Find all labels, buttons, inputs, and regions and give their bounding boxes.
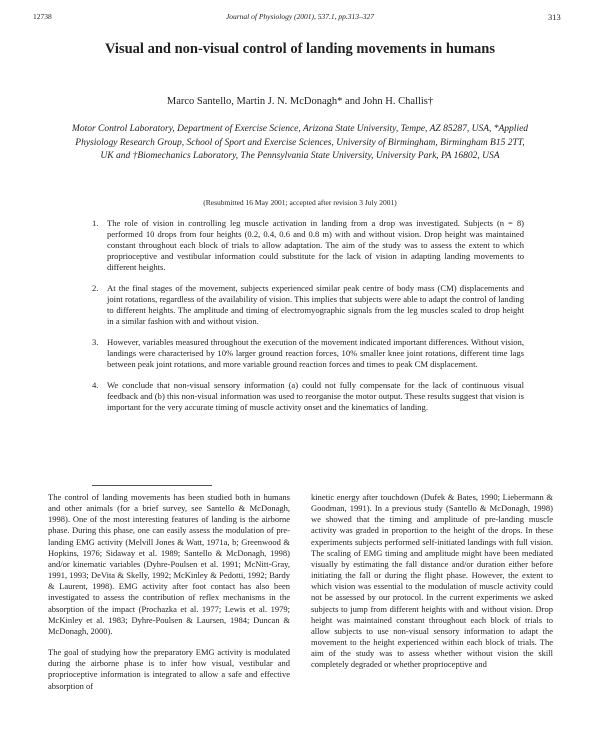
submission-dates: (Resubmitted 16 May 2001; accepted after revision 3 July 2001) — [203, 198, 397, 207]
body-column-right — [311, 492, 553, 681]
abstract-point-number: 3. — [92, 337, 99, 348]
body-paragraph: The goal of studying how the preparatory EMG activity is modulated during the airborne phase is to infer how visual, vestibular and proprioceptive information is integrated to allow a safe and effective absorption of — [48, 647, 290, 691]
body-paragraph: The control of landing movements has been studied both in humans and other animals (for a brief survey, see Santello & McDonagh, 1998). One of the most interesting features of landing is the airborne phase. During this phase, one can easily assess the modulation of pre-landing EMG activity (Melvill Jones & Watt, 1971a, b; Greenwood & Hopkins, 1976; Sidaway et al. 1989; Santello & McDonagh, 1998) and/or kinematic variables (Dyhre-Poulsen et al. 1991; McNitt-Gray, 1991, 1993; DeVita & Skelly, 1992; McKinley & Pedotti, 1992; Bardy & Laurent, 1998). EMG activity after foot contact has also been investigated to assess the contribution of reflex mechanisms in the absorption of the impact (Prochazka et al. 1977; Lewis et al. 1979; McKinley et al. 1983; Dyhre-Poulsen & Laursen, 1984; Duncan & McDonagh, 2000). — [48, 492, 290, 636]
article-id: 12738 — [33, 12, 52, 21]
abstract-point-text: We conclude that non-visual sensory information (a) could not fully compensate for the lack of continuous visual feedback and (b) this non-visual information was used to reorganise the motor output. These results suggest that vision is important for the very accurate timing of muscle activity onset and the kinematics of landing. — [107, 379, 524, 413]
abstract-point — [92, 283, 524, 327]
abstract-point-number: 2. — [92, 283, 99, 294]
abstract-point — [92, 337, 524, 370]
section-divider — [92, 485, 212, 486]
abstract-point-text: At the final stages of the movement, subjects experienced similar peak centre of body mass (CM) displacements and joint rotations, regardless of the availability of vision. This implies that subjects were able to adapt the control of landing to different heights. The amplitude and timing of electromyographic signals from the leg muscles scaled to drop height in a similar fashion with and without vision. — [107, 283, 524, 327]
abstract-point — [92, 380, 524, 413]
body-column-left — [48, 492, 290, 702]
journal-citation: Journal of Physiology (2001), 537.1, pp.313–327 — [225, 12, 375, 21]
author-list: Marco Santello, Martin J. N. McDonagh* and John H. Challis† — [166, 96, 434, 107]
abstract-point-number: 4. — [92, 379, 99, 390]
abstract-point-text: The role of vision in controlling leg muscle activation in landing from a drop was investigated. Subjects (n = 8) performed 10 drops from four heights (0.2, 0.4, 0.6 and 0.8 m) with and without vision. Drop height was maintained constant throughout each block of trials to allow adaptation. The aim of the study was to assess the extent to which proprioceptive and vestibular information could substitute for the lack of vision in adapting landing movements to different heights. — [107, 218, 524, 273]
affiliations: Motor Control Laboratory, Department of Exercise Science, Arizona State University, Tempe, AZ 85287, USA, *Applied Physiology Research Group, School of Sport and Exercise Sciences, University of Birmingham, Birmingham B15 2TT, UK and †Biomechanics Laboratory, The Pennsylvania State University, University Park, PA 16802, USA — [71, 124, 529, 161]
abstract-point-text: However, variables measured throughout the execution of the movement indicated important differences. Without vision, landings were characterised by 10% larger ground reaction forces, 10% smaller knee joint rotations, different time lags between peak joint rotations, and more variable ground reaction forces and times to peak CM displacement. — [107, 337, 524, 370]
abstract-point-number: 1. — [92, 218, 99, 228]
page-number: 313 — [548, 12, 561, 22]
body-paragraph: kinetic energy after touchdown (Dufek & Bates, 1990; Liebermann & Goodman, 1991). In a previous study (Santello & McDonagh, 1998) we showed that the timing and amplitude of pre-landing muscle activity was graded in proportion to the height of the drops. In these experiments subjects performed self-initiated landings with full vision. The scaling of EMG timing and amplitude might have been mediated visually by estimating the fall distance and/or duration either before initiating the fall or during the flight phase. However, the extent to which vision was essential to the modulation of muscle activity could not be assessed by our protocol. In the current experiments we asked subjects to jump from different heights with and without vision. Drop height was maintained constant throughout each block of trials to allow subjects to use non-visual sensory information to adapt the movement to the height experienced within each block of trials. The aim of the study was to assess whether without vision the skill completely degraded or whether proprioceptive and — [311, 492, 553, 670]
abstract-list — [92, 218, 524, 423]
article-title: Visual and non-visual control of landing movements in humans — [105, 41, 495, 57]
abstract-point — [92, 218, 524, 273]
